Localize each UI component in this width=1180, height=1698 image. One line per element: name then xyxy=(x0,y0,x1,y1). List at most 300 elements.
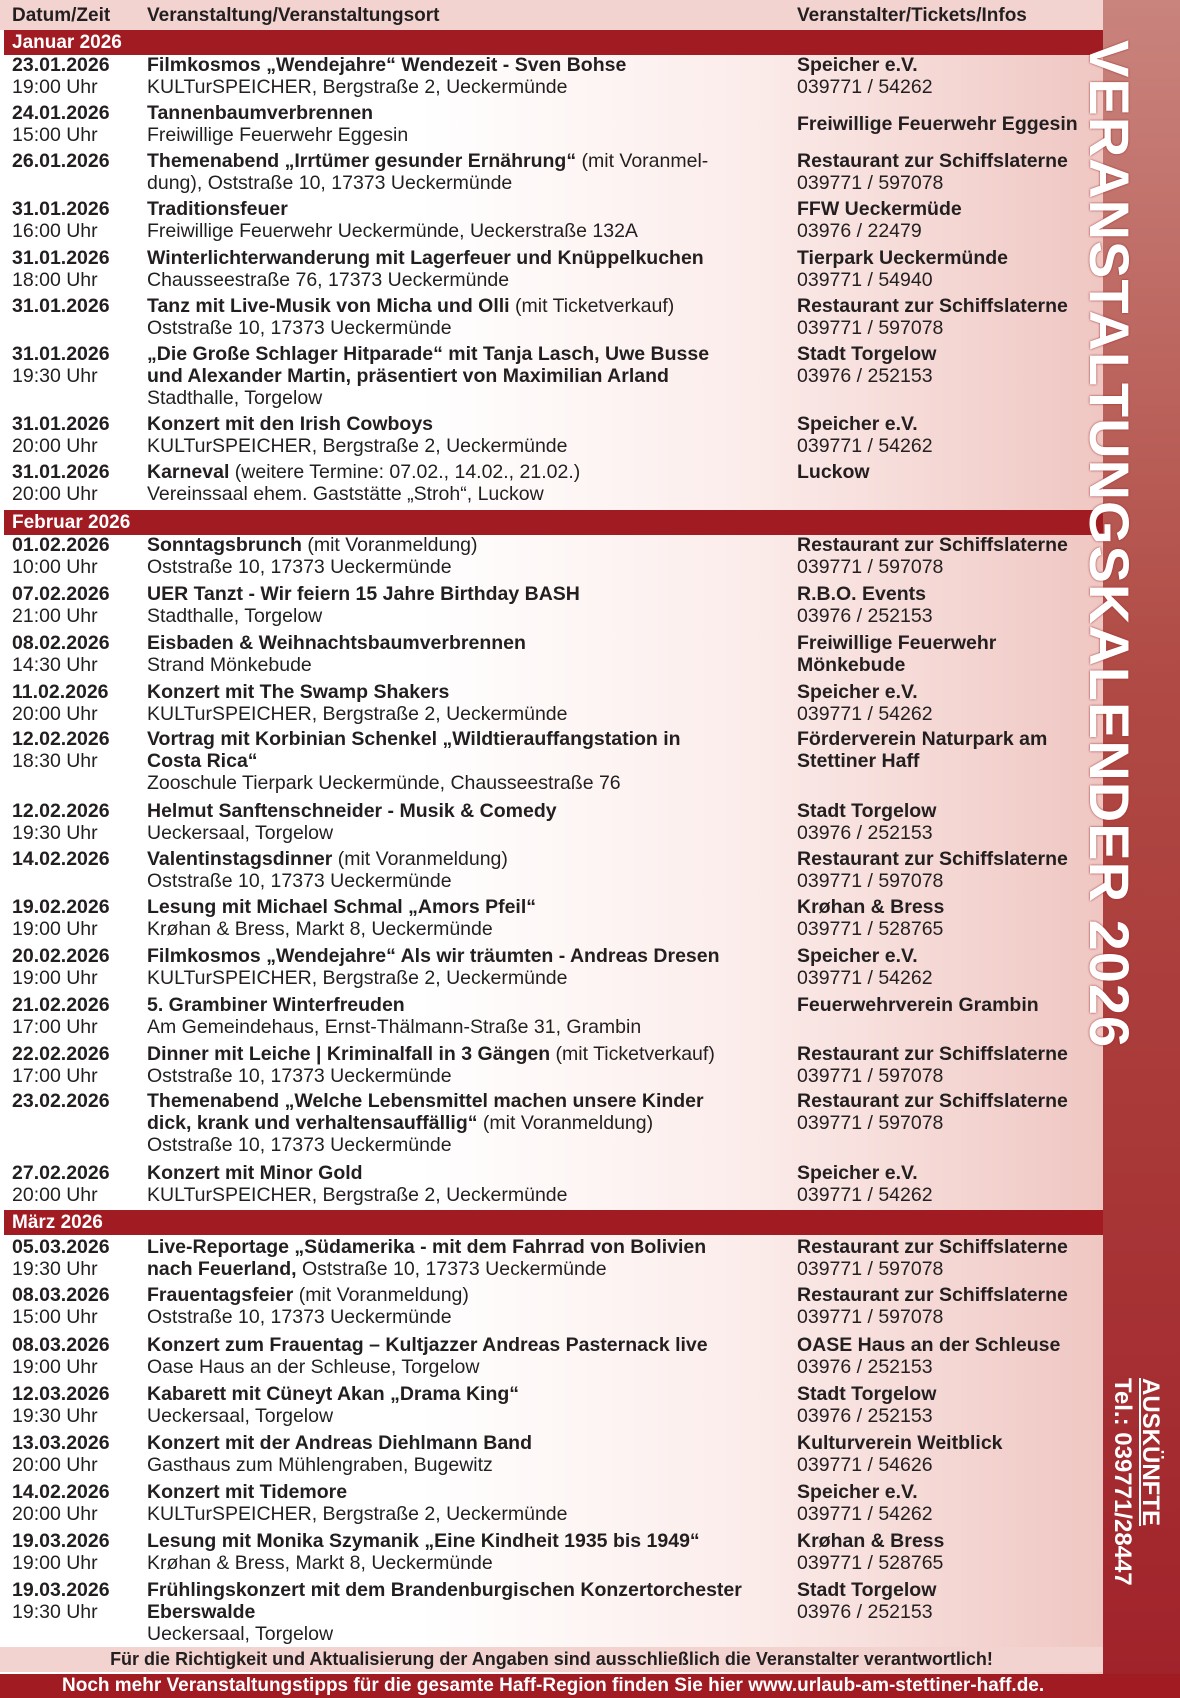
event-info xyxy=(147,54,787,98)
event-date: 12.02.2026 xyxy=(12,728,110,750)
event-date: 13.03.2026 xyxy=(12,1432,110,1454)
event-datetime xyxy=(12,150,142,172)
event-organizer: Speicher e.V. xyxy=(797,413,918,435)
event-organizer-block xyxy=(797,1579,1103,1623)
event-venue: Oststraße 10, 17373 Ueckermünde xyxy=(147,1065,452,1087)
event-title-line xyxy=(147,1383,787,1405)
event-time: 14:30 Uhr xyxy=(12,654,98,676)
event-title-line xyxy=(147,534,787,556)
event-date: 31.01.2026 xyxy=(12,295,110,317)
event-date: 08.03.2026 xyxy=(12,1284,110,1306)
event-date: 12.03.2026 xyxy=(12,1383,110,1405)
event-organizer: Speicher e.V. xyxy=(797,945,918,967)
event-title-line xyxy=(147,54,787,76)
event-title-continued: und Alexander Martin, präsentiert von Maximilian Arland xyxy=(147,365,669,387)
event-title-line xyxy=(147,1258,787,1280)
event-info xyxy=(147,1090,787,1156)
event-organizer-block xyxy=(797,800,1103,844)
event-title-line xyxy=(147,150,787,172)
event-title-line xyxy=(147,461,787,483)
event-organizer-block xyxy=(797,295,1103,339)
event-title-line xyxy=(147,1481,787,1503)
event-venue: Oase Haus an der Schleuse, Torgelow xyxy=(147,1356,480,1378)
event-title: Filmkosmos „Wendejahre“ Wendezeit - Sven Bohse xyxy=(147,54,627,76)
event-time: 18:30 Uhr xyxy=(12,750,98,772)
event-datetime xyxy=(12,102,142,146)
event-venue: Freiwillige Feuerwehr Eggesin xyxy=(147,124,409,146)
event-date: 31.01.2026 xyxy=(12,343,110,365)
event-time: 20:00 Uhr xyxy=(12,703,98,725)
event-datetime xyxy=(12,295,142,317)
event-contact: 039771 / 597078 xyxy=(797,172,944,194)
event-info xyxy=(147,681,787,725)
event-title: Themenabend „Irrtümer gesunder Ernährung“ xyxy=(147,150,577,172)
event-organizer: Stadt Torgelow xyxy=(797,800,937,822)
event-organizer-block xyxy=(797,1090,1103,1134)
event-venue: dung), Oststraße 10, 17373 Ueckermünde xyxy=(147,172,513,194)
event-date: 31.01.2026 xyxy=(12,247,110,269)
event-organizer: Tierpark Ueckermünde xyxy=(797,247,1008,269)
event-venue: KULTurSPEICHER, Bergstraße 2, Ueckermünde xyxy=(147,1184,568,1206)
event-title-line xyxy=(147,681,787,703)
event-datetime xyxy=(12,1236,142,1280)
event-info xyxy=(147,994,787,1038)
event-info xyxy=(147,583,787,627)
event-datetime xyxy=(12,247,142,291)
event-info xyxy=(147,632,787,676)
event-title: Tanz mit Live-Musik von Micha und Olli xyxy=(147,295,510,317)
event-organizer: Restaurant zur Schiffslaterne xyxy=(797,1236,1068,1258)
event-date: 14.02.2026 xyxy=(12,848,110,870)
event-time: 16:00 Uhr xyxy=(12,220,98,242)
event-organizer: Krøhan & Bress xyxy=(797,1530,945,1552)
event-time: 20:00 Uhr xyxy=(12,1454,98,1476)
event-info xyxy=(147,945,787,989)
event-contact: 039771 / 597078 xyxy=(797,556,944,578)
event-datetime xyxy=(12,728,142,772)
event-contact: 03976 / 252153 xyxy=(797,365,933,387)
event-organizer-block xyxy=(797,728,1103,772)
event-contact: 03976 / 252153 xyxy=(797,822,933,844)
event-title-line xyxy=(147,945,787,967)
event-contact: 039771 / 597078 xyxy=(797,1258,944,1280)
event-organizer: Speicher e.V. xyxy=(797,1162,918,1184)
event-info xyxy=(147,413,787,457)
event-contact: 039771 / 54940 xyxy=(797,269,933,291)
event-title: Winterlichterwanderung mit Lagerfeuer und Knüppelkuchen xyxy=(147,247,704,269)
event-venue: Stadthalle, Torgelow xyxy=(147,387,323,409)
event-info xyxy=(147,896,787,940)
event-datetime xyxy=(12,534,142,578)
event-time: 21:00 Uhr xyxy=(12,605,98,627)
event-contact: 039771 / 54262 xyxy=(797,1503,933,1525)
event-datetime xyxy=(12,413,142,457)
event-note: (mit Voranmeldung) xyxy=(293,1284,469,1306)
event-title-line xyxy=(147,1334,787,1356)
event-info xyxy=(147,800,787,844)
event-organizer-block xyxy=(797,994,1103,1016)
event-note: (mit Voranmel- xyxy=(576,150,709,172)
event-title: Lesung mit Monika Szymanik „Eine Kindheit 1935 bis 1949“ xyxy=(147,1530,700,1552)
event-venue: Vereinssaal ehem. Gaststätte „Stroh“, Luckow xyxy=(147,483,544,505)
event-title-line xyxy=(147,365,787,387)
event-organizer-block xyxy=(797,461,1103,483)
event-info xyxy=(147,1530,787,1574)
event-title-line xyxy=(147,728,787,750)
event-organizer: FFW Ueckermüde xyxy=(797,198,962,220)
event-time: 19:30 Uhr xyxy=(12,365,98,387)
event-organizer: Restaurant zur Schiffslaterne xyxy=(797,848,1068,870)
event-contact: 039771 / 597078 xyxy=(797,317,944,339)
event-title-line xyxy=(147,343,787,365)
event-date: 11.02.2026 xyxy=(12,681,109,703)
event-title-line xyxy=(147,413,787,435)
event-title: Themenabend „Welche Lebensmittel machen unsere Kinder xyxy=(147,1090,704,1112)
event-date: 31.01.2026 xyxy=(12,461,110,483)
event-title: Konzert mit The Swamp Shakers xyxy=(147,681,450,703)
event-organizer: Stadt Torgelow xyxy=(797,343,937,365)
event-organizer: Restaurant zur Schiffslaterne xyxy=(797,1284,1068,1306)
event-date: 23.01.2026 xyxy=(12,54,110,76)
event-venue: KULTurSPEICHER, Bergstraße 2, Ueckermünde xyxy=(147,1503,568,1525)
disclaimer-note: Für die Richtigkeit und Aktualisierung der Angaben sind ausschließlich die Veranstalter verantwortlich! xyxy=(0,1647,1103,1672)
event-venue: Stadthalle, Torgelow xyxy=(147,605,323,627)
event-info xyxy=(147,848,787,892)
event-organizer: Restaurant zur Schiffslaterne xyxy=(797,1090,1068,1112)
event-venue: KULTurSPEICHER, Bergstraße 2, Ueckermünde xyxy=(147,76,568,98)
event-contact: 039771 / 54262 xyxy=(797,1184,933,1206)
event-contact: 039771 / 54262 xyxy=(797,435,933,457)
event-time: 20:00 Uhr xyxy=(12,483,98,505)
event-info xyxy=(147,1284,787,1328)
event-info xyxy=(147,461,787,505)
event-organizer-block xyxy=(797,1481,1103,1525)
event-time: 18:00 Uhr xyxy=(12,269,98,291)
event-organizer-block xyxy=(797,1530,1103,1574)
event-time: 19:30 Uhr xyxy=(12,1405,98,1427)
event-title-line xyxy=(147,198,787,220)
event-title: Tannenbaumverbrennen xyxy=(147,102,374,124)
event-time: 15:00 Uhr xyxy=(12,124,98,146)
event-organizer: Speicher e.V. xyxy=(797,681,918,703)
event-organizer: OASE Haus an der Schleuse xyxy=(797,1334,1061,1356)
event-date: 05.03.2026 xyxy=(12,1236,110,1258)
event-title: Karneval xyxy=(147,461,230,483)
event-title-continued: Eberswalde xyxy=(147,1601,256,1623)
event-venue: Zooschule Tierpark Ueckermünde, Chausseestraße 76 xyxy=(147,772,621,794)
event-contact: 039771 / 597078 xyxy=(797,1112,944,1134)
event-title-line xyxy=(147,1236,787,1258)
event-organizer-block xyxy=(797,945,1103,989)
event-organizer-block xyxy=(797,102,1103,135)
event-title-line xyxy=(147,800,787,822)
event-datetime xyxy=(12,848,142,870)
event-time: 19:30 Uhr xyxy=(12,1258,98,1280)
event-info xyxy=(147,534,787,578)
event-info xyxy=(147,1481,787,1525)
event-title: Vortrag mit Korbinian Schenkel „Wildtierauffangstation in xyxy=(147,728,681,750)
event-organizer-block xyxy=(797,1383,1103,1427)
event-organizer-block xyxy=(797,534,1103,578)
event-note: (mit Voranmeldung) xyxy=(477,1112,654,1134)
event-time: 15:00 Uhr xyxy=(12,1306,98,1328)
event-datetime xyxy=(12,1284,142,1328)
event-organizer-block xyxy=(797,1432,1103,1476)
event-datetime xyxy=(12,1162,142,1206)
event-title: Frühlingskonzert mit dem Brandenburgischen Konzertorchester xyxy=(147,1579,742,1601)
event-organizer: Freiwillige Feuerwehr Eggesin xyxy=(797,113,1078,135)
event-date: 24.01.2026 xyxy=(12,102,110,124)
event-title: Sonntagsbrunch xyxy=(147,534,302,556)
event-date: 01.02.2026 xyxy=(12,534,110,556)
event-title: Traditionsfeuer xyxy=(147,198,288,220)
event-contact: 039771 / 54262 xyxy=(797,76,933,98)
event-title-continued: Costa Rica“ xyxy=(147,750,258,772)
event-date: 07.02.2026 xyxy=(12,583,110,605)
event-organizer-continued: Stettiner Haff xyxy=(797,750,920,772)
event-datetime xyxy=(12,343,142,387)
event-title-line xyxy=(147,583,787,605)
event-organizer-block xyxy=(797,632,1103,676)
event-venue: Ueckersaal, Torgelow xyxy=(147,1623,334,1645)
event-datetime xyxy=(12,1090,142,1112)
event-info xyxy=(147,247,787,291)
event-organizer: Kulturverein Weitblick xyxy=(797,1432,1003,1454)
event-title: Konzert mit den Irish Cowboys xyxy=(147,413,434,435)
column-header-event: Veranstaltung/Veranstaltungsort xyxy=(147,5,440,26)
event-date: 22.02.2026 xyxy=(12,1043,110,1065)
event-datetime xyxy=(12,1579,142,1623)
event-organizer-block xyxy=(797,150,1103,194)
event-title-line xyxy=(147,247,787,269)
event-contact: 039771 / 54262 xyxy=(797,703,933,725)
event-info xyxy=(147,102,787,146)
event-date: 12.02.2026 xyxy=(12,800,110,822)
event-info xyxy=(147,1334,787,1378)
event-title: Live-Reportage „Südamerika - mit dem Fahrrad von Bolivien xyxy=(147,1236,707,1258)
event-organizer-block xyxy=(797,54,1103,98)
event-title: Dinner mit Leiche | Kriminalfall in 3 Gängen xyxy=(147,1043,551,1065)
event-organizer-block xyxy=(797,247,1103,291)
event-contact: 039771 / 528765 xyxy=(797,918,944,940)
event-time: 17:00 Uhr xyxy=(12,1016,98,1038)
event-title: Lesung mit Michael Schmal „Amors Pfeil“ xyxy=(147,896,537,918)
event-organizer: Feuerwehrverein Grambin xyxy=(797,994,1039,1016)
event-date: 31.01.2026 xyxy=(12,413,110,435)
event-note: (mit Voranmeldung) xyxy=(332,848,508,870)
event-time: 19:00 Uhr xyxy=(12,918,98,940)
calendar-title: VERANSTALTUNGSKALENDER 2026 xyxy=(1078,40,1141,1049)
event-organizer-block xyxy=(797,583,1103,627)
event-info xyxy=(147,1432,787,1476)
event-contact: 039771 / 597078 xyxy=(797,870,944,892)
event-organizer-block xyxy=(797,1162,1103,1206)
event-title: Eisbaden & Weihnachtsbaumverbrennen xyxy=(147,632,526,654)
event-organizer: R.B.O. Events xyxy=(797,583,926,605)
event-datetime xyxy=(12,632,142,676)
event-contact: 03976 / 252153 xyxy=(797,605,933,627)
event-date: 19.03.2026 xyxy=(12,1579,110,1601)
event-time: 19:00 Uhr xyxy=(12,967,98,989)
event-organizer: Stadt Torgelow xyxy=(797,1579,937,1601)
info-phone: Tel.: 039771/28447 xyxy=(1109,1378,1136,1586)
event-title: Konzert zum Frauentag – Kultjazzer Andreas Pasternack live xyxy=(147,1334,708,1356)
event-organizer-block xyxy=(797,413,1103,457)
event-time: 17:00 Uhr xyxy=(12,1065,98,1087)
event-date: 14.02.2026 xyxy=(12,1481,110,1503)
event-organizer: Luckow xyxy=(797,461,870,483)
event-note: (mit Ticketverkauf) xyxy=(509,295,675,317)
event-title-line xyxy=(147,1284,787,1306)
event-contact: 039771 / 528765 xyxy=(797,1552,944,1574)
event-venue: KULTurSPEICHER, Bergstraße 2, Ueckermünde xyxy=(147,435,568,457)
event-date: 08.03.2026 xyxy=(12,1334,110,1356)
event-title: Frauentagsfeier xyxy=(147,1284,294,1306)
event-title-line xyxy=(147,1112,787,1134)
event-time: 19:00 Uhr xyxy=(12,1552,98,1574)
event-contact: 039771 / 597078 xyxy=(797,1065,944,1087)
event-date: 27.02.2026 xyxy=(12,1162,110,1184)
section-header-march: März 2026 xyxy=(4,1210,1103,1235)
column-header-organizer: Veranstalter/Tickets/Infos xyxy=(797,5,1027,26)
event-time: 19:30 Uhr xyxy=(12,822,98,844)
event-venue: Gasthaus zum Mühlengraben, Bugewitz xyxy=(147,1454,493,1476)
event-datetime xyxy=(12,198,142,242)
event-info xyxy=(147,343,787,409)
event-title: 5. Grambiner Winterfreuden xyxy=(147,994,405,1016)
event-datetime xyxy=(12,461,142,505)
event-datetime xyxy=(12,583,142,627)
event-time: 20:00 Uhr xyxy=(12,1184,98,1206)
event-venue: Strand Mönkebude xyxy=(147,654,312,676)
event-title: UER Tanzt - Wir feiern 15 Jahre Birthday BASH xyxy=(147,583,580,605)
event-organizer: Speicher e.V. xyxy=(797,54,918,76)
event-title-line xyxy=(147,1043,787,1065)
event-datetime xyxy=(12,896,142,940)
event-title-line xyxy=(147,1579,787,1601)
event-datetime xyxy=(12,1432,142,1476)
info-block xyxy=(1108,1378,1164,1586)
section-header-february: Februar 2026 xyxy=(4,510,1103,535)
event-title: Valentinstagsdinner xyxy=(147,848,333,870)
event-title-line xyxy=(147,896,787,918)
event-venue: Ueckersaal, Torgelow xyxy=(147,822,334,844)
event-title-line xyxy=(147,1162,787,1184)
event-contact: 039771 / 597078 xyxy=(797,1306,944,1328)
event-organizer: Förderverein Naturpark am xyxy=(797,728,1048,750)
column-header-date: Datum/Zeit xyxy=(12,5,111,26)
event-organizer: Stadt Torgelow xyxy=(797,1383,937,1405)
event-info xyxy=(147,150,787,194)
event-date: 19.03.2026 xyxy=(12,1530,110,1552)
event-venue: KULTurSPEICHER, Bergstraße 2, Ueckermünde xyxy=(147,703,568,725)
event-title: Konzert mit Tidemore xyxy=(147,1481,348,1503)
event-note: Oststraße 10, 17373 Ueckermünde xyxy=(296,1258,607,1280)
event-info xyxy=(147,198,787,242)
event-organizer-block xyxy=(797,1284,1103,1328)
event-title-line xyxy=(147,750,787,772)
event-venue: KULTurSPEICHER, Bergstraße 2, Ueckermünde xyxy=(147,967,568,989)
event-date: 26.01.2026 xyxy=(12,150,110,172)
event-time: 19:00 Uhr xyxy=(12,1356,98,1378)
event-note: (weitere Termine: 07.02., 14.02., 21.02.) xyxy=(229,461,581,483)
event-venue: Am Gemeindehaus, Ernst-Thälmann-Straße 31, Grambin xyxy=(147,1016,642,1038)
event-organizer-block xyxy=(797,1043,1103,1087)
section-header-january: Januar 2026 xyxy=(4,30,1103,55)
event-time: 19:30 Uhr xyxy=(12,1601,98,1623)
event-venue: Krøhan & Bress, Markt 8, Ueckermünde xyxy=(147,1552,493,1574)
event-datetime xyxy=(12,1334,142,1378)
event-organizer-block xyxy=(797,681,1103,725)
event-organizer: Speicher e.V. xyxy=(797,1481,918,1503)
event-date: 23.02.2026 xyxy=(12,1090,110,1112)
event-organizer-block xyxy=(797,848,1103,892)
event-contact: 03976 / 22479 xyxy=(797,220,922,242)
event-title-line xyxy=(147,848,787,870)
event-venue: Oststraße 10, 17373 Ueckermünde xyxy=(147,556,452,578)
event-venue: Krøhan & Bress, Markt 8, Ueckermünde xyxy=(147,918,493,940)
event-datetime xyxy=(12,945,142,989)
info-label: AUSKÜNFTE xyxy=(1137,1378,1164,1526)
event-date: 08.02.2026 xyxy=(12,632,110,654)
event-organizer: Restaurant zur Schiffslaterne xyxy=(797,534,1068,556)
event-info xyxy=(147,1236,787,1280)
event-info xyxy=(147,1383,787,1427)
event-datetime xyxy=(12,1530,142,1574)
event-organizer-block xyxy=(797,198,1103,242)
event-venue: Oststraße 10, 17373 Ueckermünde xyxy=(147,317,452,339)
event-info xyxy=(147,295,787,339)
event-contact: 03976 / 252153 xyxy=(797,1601,933,1623)
event-venue: Ueckersaal, Torgelow xyxy=(147,1405,334,1427)
event-title: Helmut Sanftenschneider - Musik & Comedy xyxy=(147,800,557,822)
column-header-row xyxy=(0,0,1103,30)
event-contact: 039771 / 54262 xyxy=(797,967,933,989)
event-title-line xyxy=(147,1530,787,1552)
event-organizer: Krøhan & Bress xyxy=(797,896,945,918)
event-organizer-block xyxy=(797,343,1103,387)
event-info xyxy=(147,1043,787,1087)
event-datetime xyxy=(12,1043,142,1087)
event-organizer-block xyxy=(797,1236,1103,1280)
event-title: Kabarett mit Cüneyt Akan „Drama King“ xyxy=(147,1383,520,1405)
event-organizer: Restaurant zur Schiffslaterne xyxy=(797,295,1068,317)
event-organizer: Restaurant zur Schiffslaterne xyxy=(797,1043,1068,1065)
event-title-line xyxy=(147,994,787,1016)
event-venue: Oststraße 10, 17373 Ueckermünde xyxy=(147,870,452,892)
event-organizer-block xyxy=(797,896,1103,940)
event-title-line xyxy=(147,1601,787,1623)
event-venue: Chausseestraße 76, 17373 Ueckermünde xyxy=(147,269,510,291)
event-time: 10:00 Uhr xyxy=(12,556,98,578)
event-date: 21.02.2026 xyxy=(12,994,110,1016)
event-info xyxy=(147,1579,787,1645)
event-datetime xyxy=(12,1481,142,1525)
event-date: 19.02.2026 xyxy=(12,896,110,918)
event-datetime xyxy=(12,681,142,725)
event-contact: 03976 / 252153 xyxy=(797,1405,933,1427)
event-datetime xyxy=(12,1383,142,1427)
event-venue: Oststraße 10, 17373 Ueckermünde xyxy=(147,1306,452,1328)
event-contact: 03976 / 252153 xyxy=(797,1356,933,1378)
event-title: „Die Große Schlager Hitparade“ mit Tanja Lasch, Uwe Busse xyxy=(147,343,710,365)
event-venue: Oststraße 10, 17373 Ueckermünde xyxy=(147,1134,452,1156)
event-title: Konzert mit der Andreas Diehlmann Band xyxy=(147,1432,533,1454)
event-organizer-continued: Mönkebude xyxy=(797,654,906,676)
event-time: 20:00 Uhr xyxy=(12,435,98,457)
event-title: Filmkosmos „Wendejahre“ Als wir träumten - Andreas Dresen xyxy=(147,945,720,967)
event-contact: 039771 / 54626 xyxy=(797,1454,933,1476)
